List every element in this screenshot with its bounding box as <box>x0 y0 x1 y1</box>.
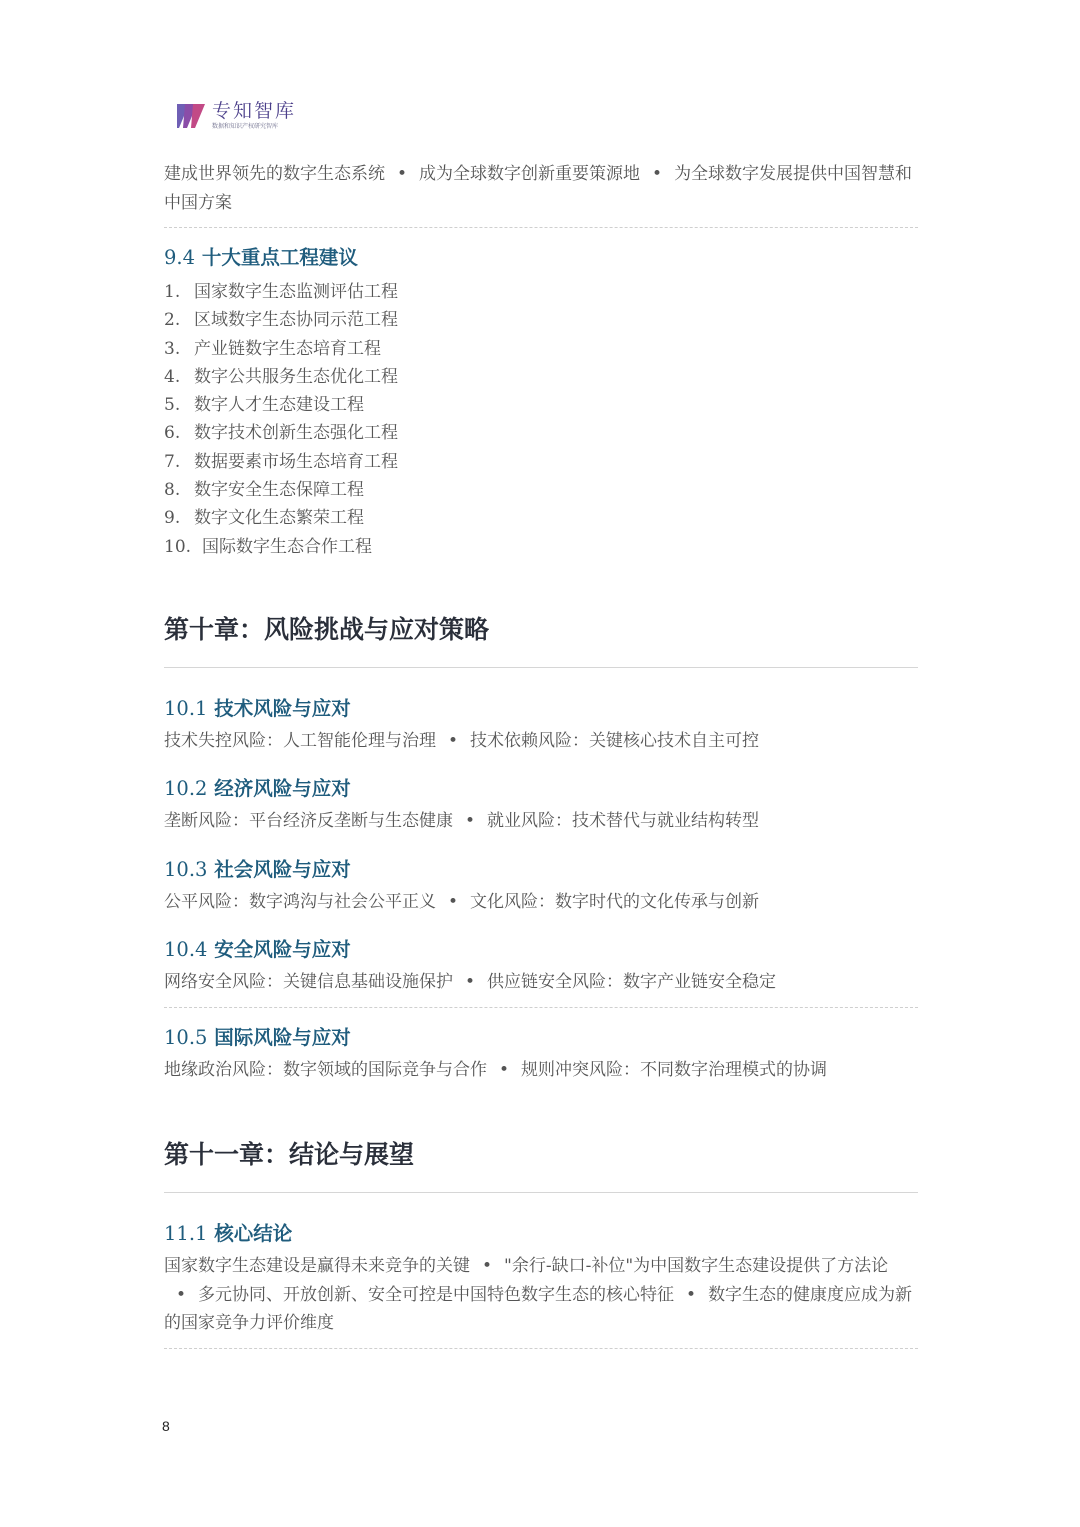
section-paragraph: 地缘政治风险：数字领域的国际竞争与合作 • 规则冲突风险：不同数字治理模式的协调 <box>164 1059 828 1080</box>
list-item: 8. 数字安全生态保障工程 <box>164 480 364 501</box>
project-list <box>164 278 918 561</box>
list-item: 5. 数字人才生态建设工程 <box>164 395 364 416</box>
bullet: • <box>482 1256 493 1277</box>
dashed-divider <box>164 1007 918 1008</box>
list-item: 1. 国家数字生态监测评估工程 <box>164 282 398 302</box>
section-paragraph: 国家数字生态建设是赢得未来竞争的关键 • "余行-缺口-补位"为中国数字生态建设提供了方法论• 多元协同、开放创新、安全可控是中国特色数字生态的核心特征 • 数字生态的健康度应成为新的国家竞争力评价维度 <box>164 1256 913 1334</box>
bullet: • <box>448 730 459 751</box>
chapter-divider <box>164 1192 918 1193</box>
list-item: 4. 数字公共服务生态优化工程 <box>164 366 398 387</box>
page-number: 8 <box>162 1418 170 1434</box>
section-paragraph: 网络安全风险：关键信息基础设施保护 • 供应链安全风险：数字产业链安全稳定 <box>164 972 777 993</box>
bullet: • <box>686 1284 697 1305</box>
list-item: 9. 数字文化生态繁荣工程 <box>164 508 364 529</box>
intro-item: 建成世界领先的数字生态系统 <box>164 164 385 184</box>
intro-item: 成为全球数字创新重要策源地 <box>419 164 641 184</box>
section-paragraph: 公平风险：数字鸿沟与社会公平正义 • 文化风险：数字时代的文化传承与创新 <box>164 891 760 912</box>
bullet: • <box>176 1284 187 1305</box>
section-heading-10-2: 10.2 经济风险与应对 <box>164 777 351 801</box>
logo-title: 专知智库 <box>212 100 297 122</box>
section-heading-9-4: 9.4 十大重点工程建议 <box>164 246 358 269</box>
chapter-heading-11: 第十一章：结论与展望 <box>164 1140 415 1170</box>
bullet: • <box>397 164 408 184</box>
intro-item: 为全球数字发展提供中国智慧和中国方案 <box>164 164 913 213</box>
page-content <box>164 160 918 1349</box>
logo-mark-icon <box>176 101 206 131</box>
section-heading-10-1: 10.1 技术风险与应对 <box>164 696 351 720</box>
chapter-divider <box>164 667 918 668</box>
section-heading-10-3: 10.3 社会风险与应对 <box>164 857 351 881</box>
chapter-heading-10: 第十章：风险挑战与应对策略 <box>164 614 490 644</box>
bullet: • <box>465 811 476 832</box>
list-item: 10. 国际数字生态合作工程 <box>164 536 372 557</box>
list-item: 3. 产业链数字生态培育工程 <box>164 338 381 359</box>
logo <box>176 100 296 131</box>
section-heading-10-5: 10.5 国际风险与应对 <box>164 1025 351 1049</box>
dashed-divider <box>164 1348 918 1349</box>
dashed-divider <box>164 227 918 228</box>
section-heading-10-4: 10.4 安全风险与应对 <box>164 938 351 962</box>
section-paragraph: 技术失控风险：人工智能伦理与治理 • 技术依赖风险：关键核心技术自主可控 <box>164 730 760 751</box>
intro-paragraph <box>164 160 918 217</box>
bullet: • <box>465 972 476 993</box>
section-heading-11-1: 11.1 核心结论 <box>164 1222 293 1246</box>
bullet: • <box>652 164 663 184</box>
bullet: • <box>448 891 459 912</box>
section-paragraph: 垄断风险：平台经济反垄断与生态健康 • 就业风险：技术替代与就业结构转型 <box>164 811 760 832</box>
list-item: 6. 数字技术创新生态强化工程 <box>164 423 398 444</box>
list-item: 7. 数据要素市场生态培育工程 <box>164 451 398 472</box>
list-item: 2. 区域数字生态协同示范工程 <box>164 310 398 331</box>
logo-subtitle: 数据和知识产权研究智库 <box>212 123 279 130</box>
bullet: • <box>499 1059 510 1080</box>
